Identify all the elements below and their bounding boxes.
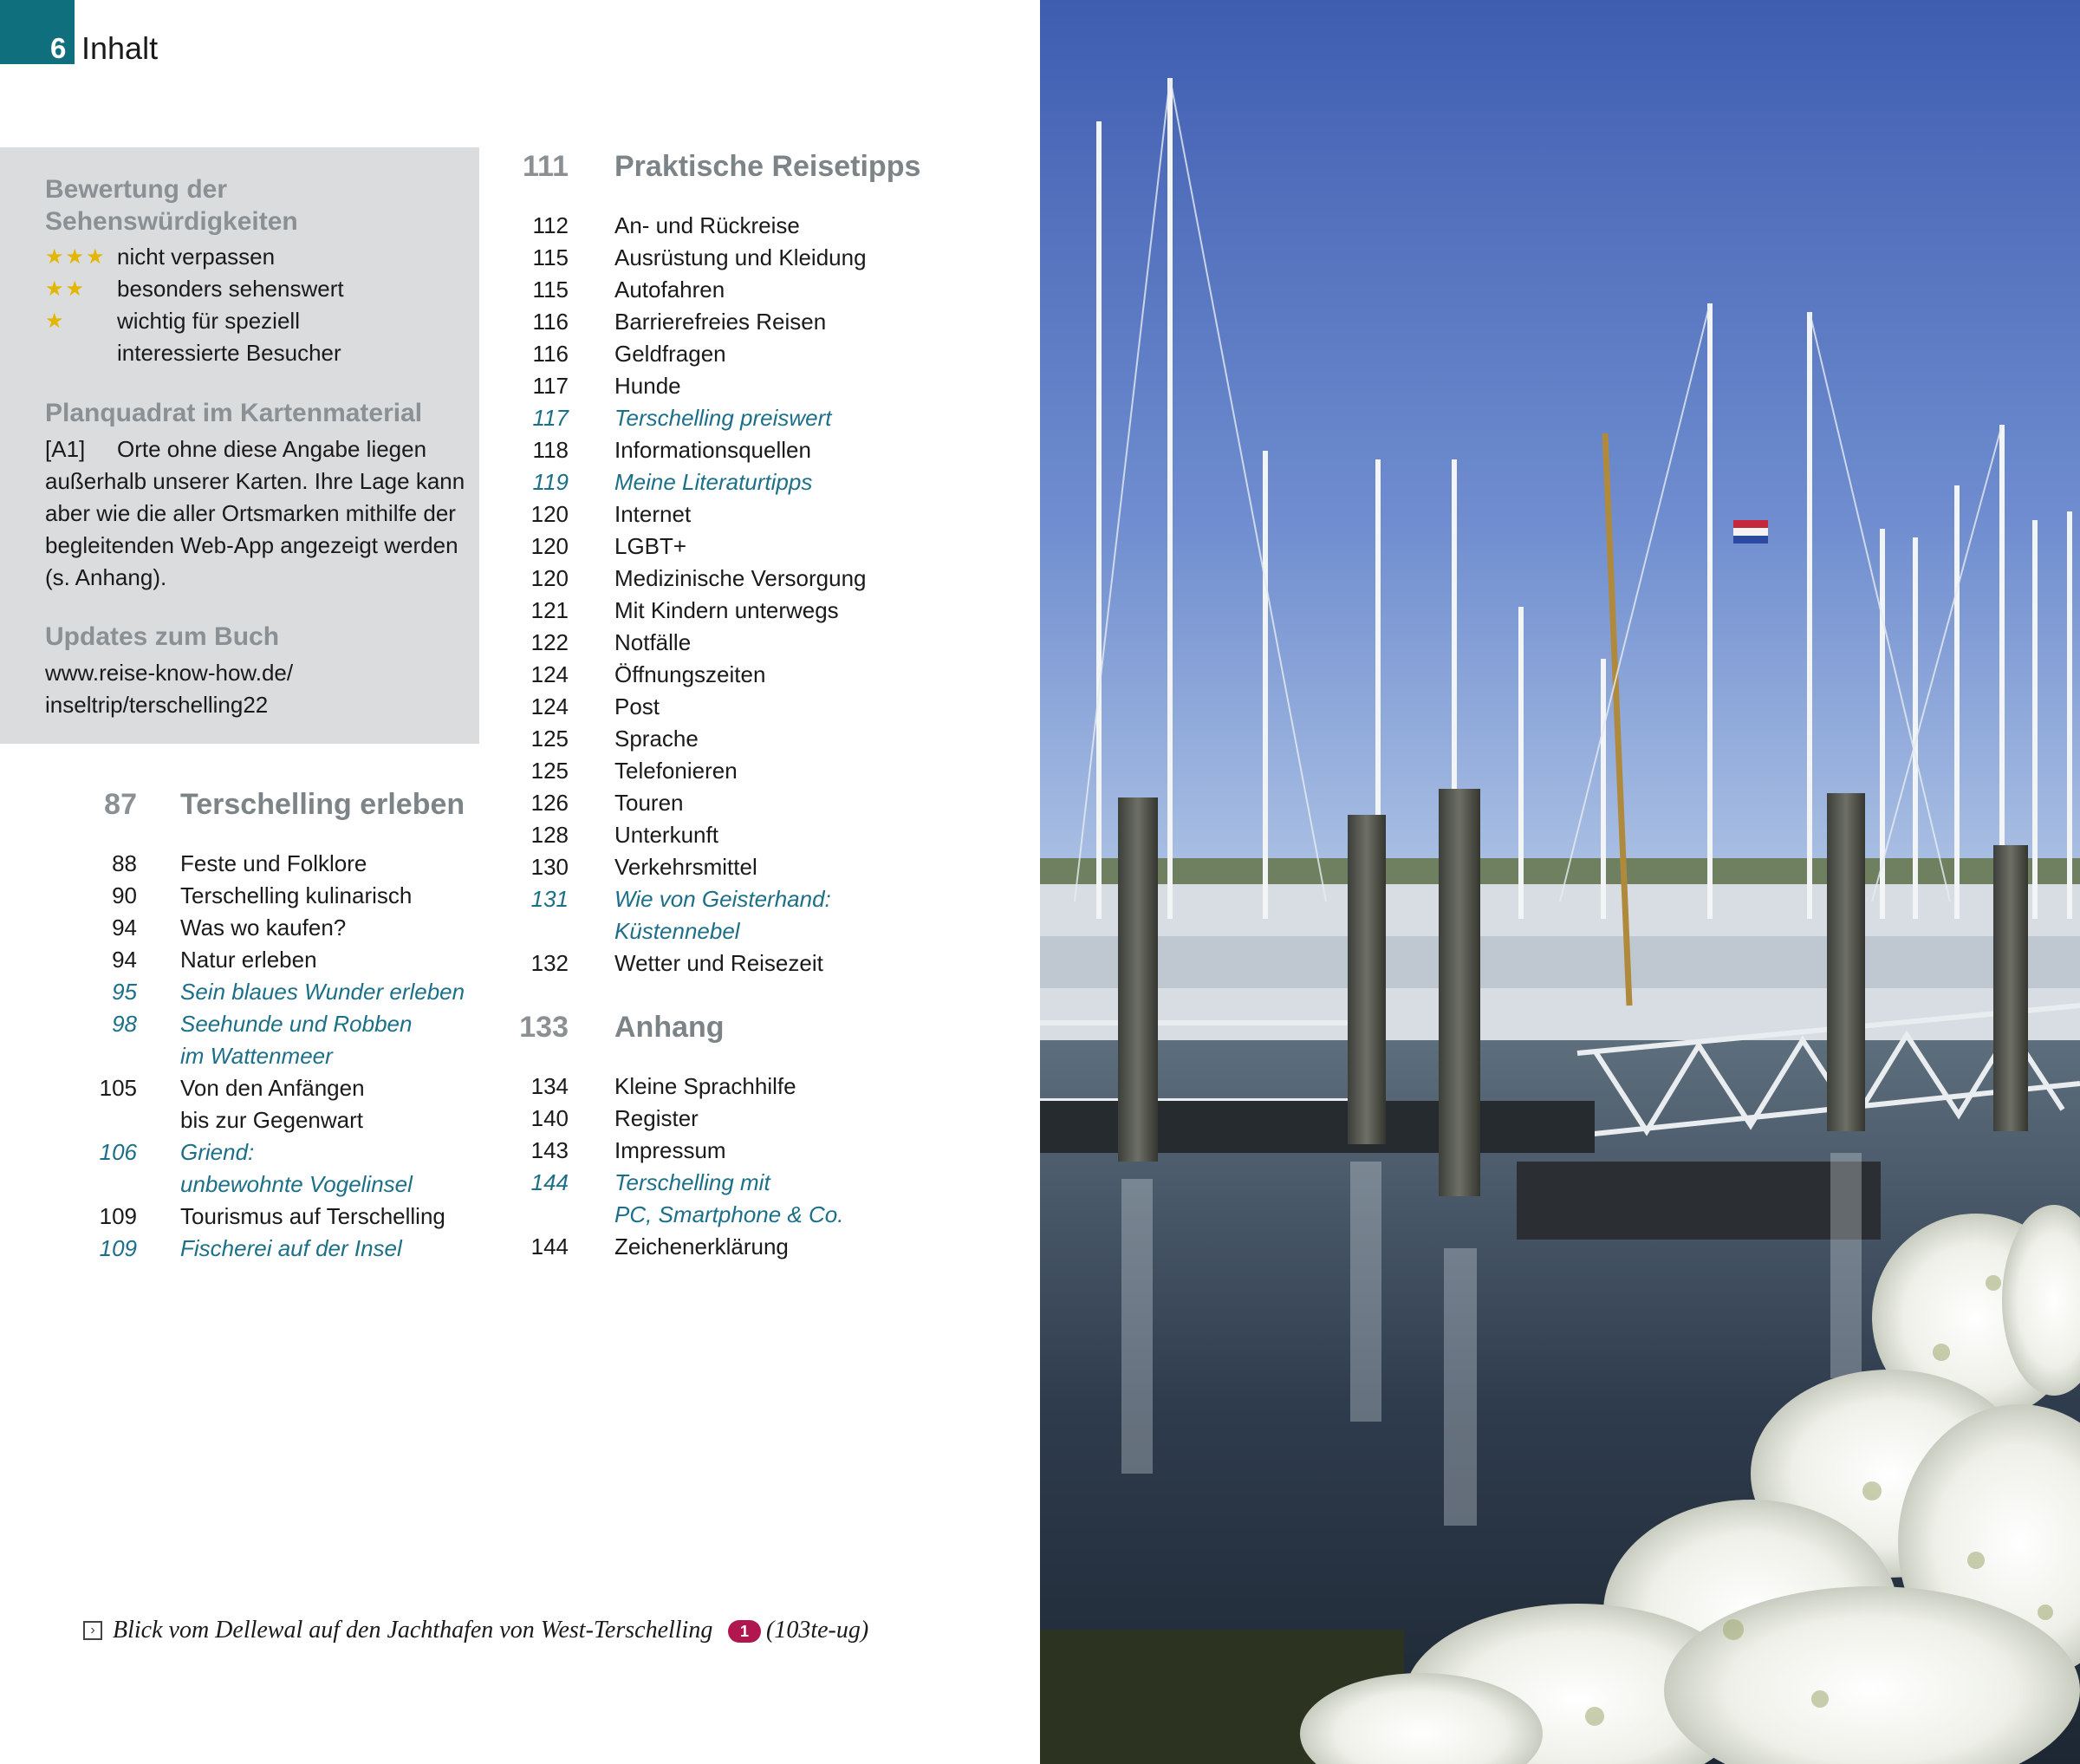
info-box (0, 147, 479, 744)
toc-entry-feature[interactable]: Meine Literaturtipps (614, 469, 813, 495)
rating-heading: Bewertung der (45, 175, 228, 204)
toc-page-number: 95 (112, 979, 137, 1005)
toc-entry[interactable]: Notfälle (614, 629, 692, 655)
toc-page-number: 90 (112, 882, 137, 908)
toc-page-number: 126 (530, 790, 569, 816)
toc-entry-feature[interactable]: Küstennebel (614, 918, 740, 944)
section-number: 87 (104, 788, 137, 821)
grid-heading: Planquadrat im Kartenmaterial (45, 399, 423, 427)
toc-page-number: 130 (530, 854, 569, 880)
arrow-right-box-icon: › (83, 1621, 102, 1640)
toc-page-number: 116 (532, 309, 569, 335)
page-number: 6 (50, 32, 67, 64)
toc-page-number: 106 (99, 1139, 137, 1165)
toc-page-number: 119 (532, 469, 569, 495)
updates-link[interactable]: inseltrip/terschelling22 (45, 692, 269, 718)
toc-page-number: 117 (532, 405, 569, 431)
toc-entry[interactable]: Von den Anfängen (180, 1075, 365, 1101)
harbor-photo (1040, 0, 2080, 1764)
toc-entry[interactable]: Hunde (614, 373, 681, 399)
toc-entry[interactable]: Informationsquellen (614, 437, 811, 463)
toc-entry-feature[interactable]: Sein blaues Wunder erleben (180, 979, 465, 1005)
three-stars-icon: ★★★ (45, 245, 107, 269)
toc-page-number: 144 (530, 1169, 569, 1195)
rating-label-cont: interessierte Besucher (117, 340, 341, 366)
rating-label: nicht verpassen (117, 244, 276, 270)
toc-entry-feature[interactable]: Seehunde und Robben (180, 1011, 413, 1037)
toc-entry[interactable]: Internet (614, 501, 692, 527)
toc-entry[interactable]: Geldfragen (614, 341, 726, 367)
updates-heading: Updates zum Buch (45, 622, 280, 651)
toc-entry[interactable]: An- und Rückreise (614, 212, 800, 238)
page-title: Inhalt (81, 30, 159, 66)
toc-page-number: 122 (530, 629, 569, 655)
section-title[interactable]: Praktische Reisetipps (614, 150, 921, 183)
toc-entry[interactable]: Telefonieren (614, 758, 738, 784)
grid-text: begleitenden Web-App angezeigt werden (45, 532, 458, 558)
toc-entry[interactable]: Zeichenerklärung (614, 1233, 789, 1260)
toc-page-number: 109 (99, 1203, 137, 1229)
web-code: (103te-ug) (766, 1617, 869, 1644)
toc-page-number: 121 (530, 597, 569, 623)
grid-text: Orte ohne diese Angabe liegen (117, 436, 427, 462)
rating-heading-cont: Sehenswürdigkeiten (45, 207, 298, 236)
toc-page-number: 117 (532, 373, 569, 399)
rating-label: besonders sehenswert (117, 276, 344, 302)
toc-entry[interactable]: Verkehrsmittel (614, 854, 757, 880)
toc-page-number: 131 (530, 886, 569, 912)
toc-page-number: 124 (530, 693, 569, 719)
toc-entry[interactable]: Ausrüstung und Kleidung (614, 244, 867, 270)
toc-page-number: 134 (530, 1073, 569, 1099)
toc-page-number: 143 (530, 1137, 569, 1163)
grid-text: (s. Anhang). (45, 564, 167, 590)
toc-entry[interactable]: bis zur Gegenwart (180, 1107, 363, 1133)
toc-entry[interactable]: Autofahren (614, 277, 725, 303)
one-star-icon: ★ (45, 309, 66, 333)
toc-page-number: 125 (530, 726, 569, 752)
toc-entry[interactable]: Mit Kindern unterwegs (614, 597, 839, 623)
rating-label: wichtig für speziell (117, 308, 300, 334)
toc-entry-feature[interactable]: Fischerei auf der Insel (180, 1235, 402, 1261)
toc-page-number: 125 (530, 758, 569, 784)
map-marker-badge: 1 (728, 1620, 761, 1643)
toc-entry-feature[interactable]: Griend: (180, 1139, 255, 1165)
toc-page-number: 120 (530, 565, 569, 591)
toc-entry-feature[interactable]: unbewohnte Vogelinsel (180, 1171, 413, 1197)
toc-entry[interactable]: Öffnungszeiten (614, 661, 766, 687)
toc-entry[interactable]: Natur erleben (180, 947, 317, 973)
toc-entry[interactable]: LGBT+ (614, 533, 687, 559)
toc-page-number: 118 (532, 437, 569, 463)
photo-caption: Blick vom Dellewal auf den Jachthafen von West-Terschelling (113, 1617, 713, 1644)
toc-page-number: 112 (532, 212, 569, 238)
toc-entry[interactable]: Barrierefreies Reisen (614, 309, 827, 335)
toc-entry[interactable]: Impressum (614, 1137, 726, 1163)
updates-link[interactable]: www.reise-know-how.de/ (45, 660, 294, 686)
toc-page-number: 105 (99, 1075, 137, 1101)
toc-entry[interactable]: Sprache (614, 726, 699, 752)
toc-entry-feature[interactable]: im Wattenmeer (180, 1043, 333, 1069)
toc-entry[interactable]: Unterkunft (614, 822, 718, 848)
toc-page-number: 109 (99, 1235, 137, 1261)
grid-tag: [A1] (45, 436, 86, 462)
toc-page-number: 128 (530, 822, 569, 848)
marina-photo-illustration (1040, 0, 2080, 1764)
grid-text: außerhalb unserer Karten. Ihre Lage kann (45, 468, 465, 494)
toc-entry[interactable]: Feste und Folklore (180, 850, 367, 876)
section-number: 133 (519, 1011, 569, 1044)
toc-entry[interactable]: Wetter und Reisezeit (614, 950, 823, 976)
toc-entry[interactable]: Kleine Sprachhilfe (614, 1073, 796, 1099)
toc-page-number: 115 (532, 277, 569, 303)
toc-entry[interactable]: Was wo kaufen? (180, 915, 347, 941)
toc-entry[interactable]: Tourismus auf Terschelling (180, 1203, 445, 1229)
toc-entry[interactable]: Terschelling kulinarisch (180, 882, 413, 908)
section-title[interactable]: Terschelling erleben (180, 788, 465, 821)
toc-page-number: 88 (112, 850, 137, 876)
toc-page-number: 144 (530, 1233, 569, 1260)
toc-entry[interactable]: Touren (614, 790, 684, 816)
toc-entry[interactable]: Post (614, 693, 660, 719)
toc-page-number: 98 (112, 1011, 137, 1037)
toc-page-number: 94 (112, 947, 137, 973)
section-number: 111 (523, 150, 569, 183)
toc-entry[interactable]: Register (614, 1105, 699, 1131)
toc-entry-feature[interactable]: Wie von Geisterhand: (614, 886, 831, 912)
toc-page-number: 140 (530, 1105, 569, 1131)
toc-entry-feature[interactable]: Terschelling preiswert (614, 405, 832, 431)
toc-page-number: 116 (532, 341, 569, 367)
toc-entry-feature[interactable]: Terschelling mit (614, 1169, 770, 1195)
toc-page-number: 94 (112, 915, 137, 941)
toc-entry-feature[interactable]: PC, Smartphone & Co. (614, 1201, 844, 1227)
toc-page-number: 120 (530, 533, 569, 559)
toc-page-number: 132 (530, 950, 569, 976)
toc-page-number: 124 (530, 661, 569, 687)
grid-text: aber wie die aller Ortsmarken mithilfe der (45, 500, 456, 526)
section-title[interactable]: Anhang (614, 1011, 725, 1044)
two-stars-icon: ★★ (45, 277, 87, 301)
toc-entry[interactable]: Medizinische Versorgung (614, 565, 867, 591)
toc-page-number: 115 (532, 244, 569, 270)
toc-page-number: 120 (530, 501, 569, 527)
